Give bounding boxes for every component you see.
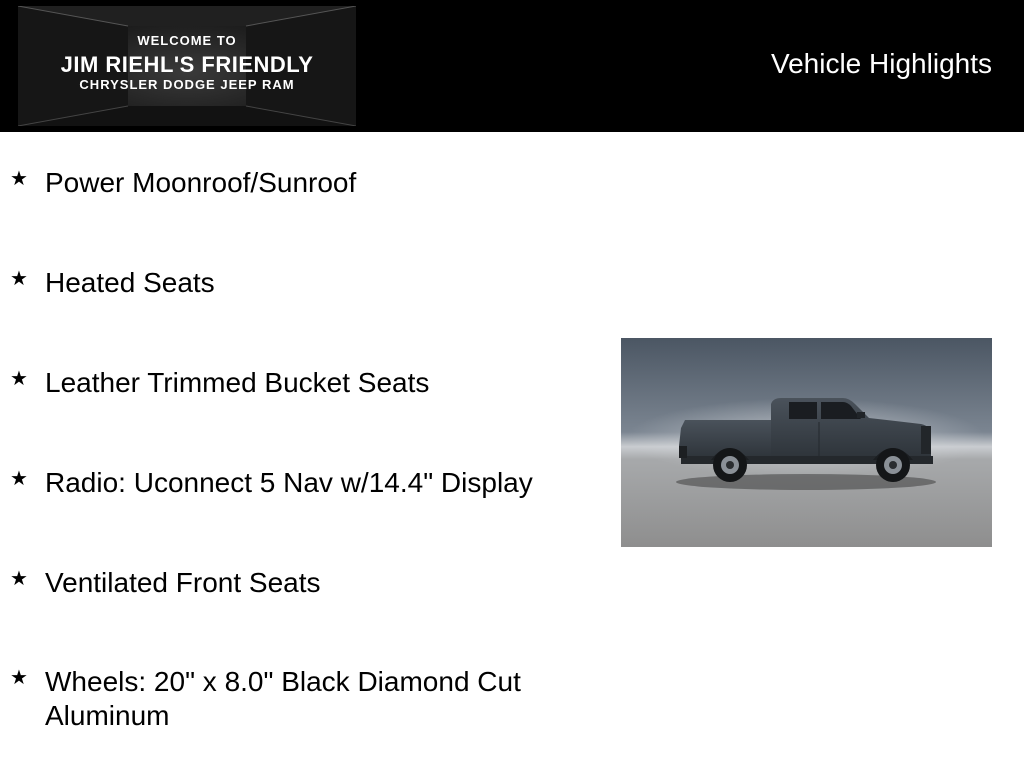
highlight-label: Leather Trimmed Bucket Seats: [45, 367, 430, 398]
star-icon: ★: [10, 268, 28, 290]
star-icon: ★: [10, 168, 28, 190]
logo-welcome-text: WELCOME TO: [137, 33, 237, 48]
highlight-label: Radio: Uconnect 5 Nav w/14.4" Display: [45, 467, 533, 498]
vehicle-photo[interactable]: [621, 338, 992, 547]
highlight-label: Ventilated Front Seats: [45, 567, 321, 598]
highlight-label: Power Moonroof/Sunroof: [45, 167, 357, 198]
highlight-label: Wheels: 20" x 8.0" Black Diamond Cut Aluminum: [45, 666, 521, 731]
star-icon: ★: [10, 667, 28, 689]
star-icon: ★: [10, 468, 28, 490]
logo-brands-text: CHRYSLER DODGE JEEP RAM: [79, 77, 295, 92]
logo-dealer-name: JIM RIEHL'S FRIENDLY: [60, 52, 314, 77]
highlight-label: Heated Seats: [45, 267, 215, 298]
dealer-logo[interactable]: [18, 6, 356, 126]
pickup-truck-image: [621, 338, 992, 547]
page-title: Vehicle Highlights: [770, 48, 992, 79]
page-header: [0, 0, 1024, 132]
star-icon: ★: [10, 368, 28, 390]
star-icon: ★: [10, 568, 28, 590]
